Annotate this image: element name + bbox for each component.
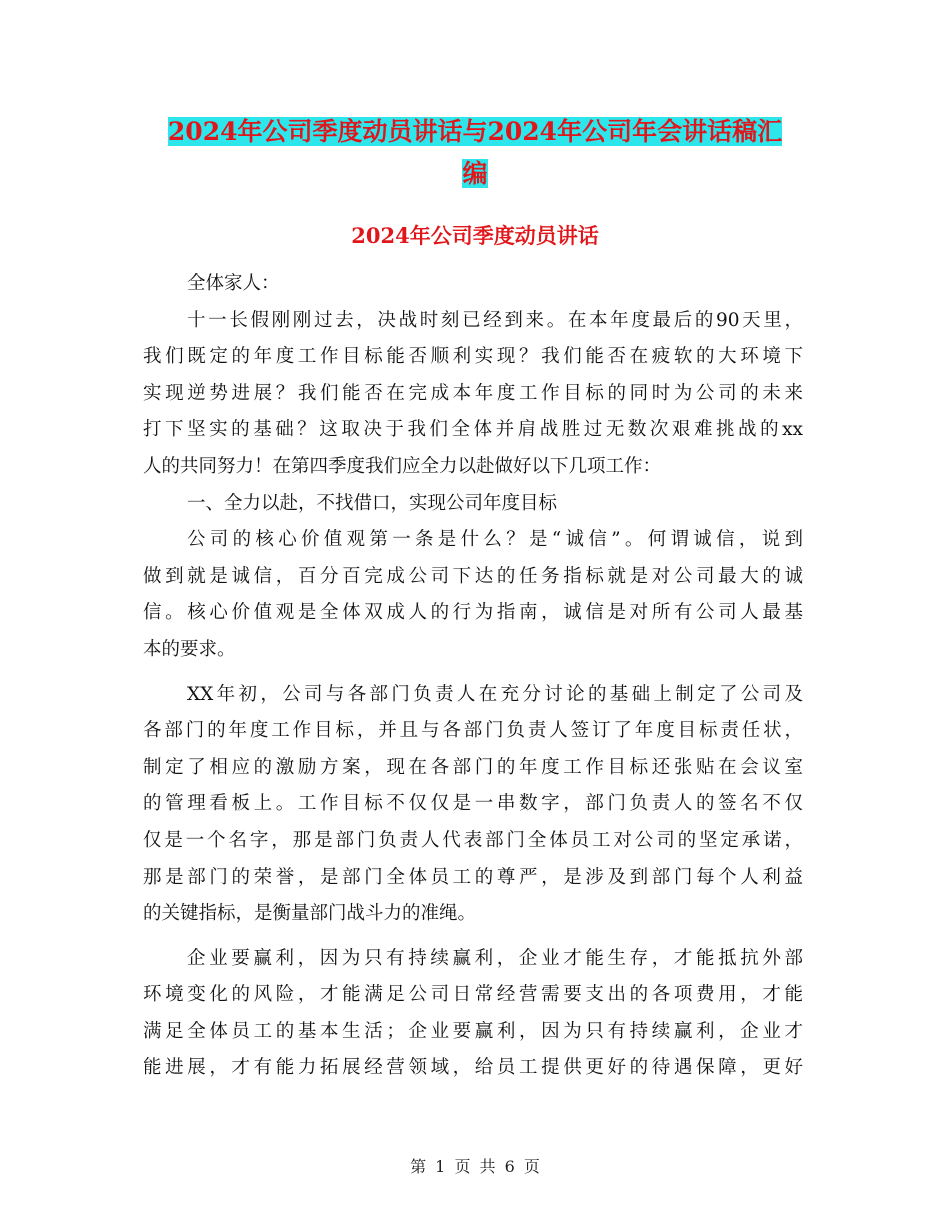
paragraph-line: 制定了相应的激励方案，现在各部门的年度工作目标还张贴在会议室: [143, 756, 803, 778]
document-title-line-1: 2024年公司季度动员讲话与2024年公司年会讲话稿汇: [167, 117, 783, 146]
document-title: [0, 110, 950, 154]
paragraph-line: 满足全体员工的基本生活；企业要赢利，因为只有持续赢利，企业才: [143, 1020, 803, 1042]
paragraph-line: 信。核心价值观是全体双成人的行为指南，诚信是对所有公司人最基: [143, 602, 803, 624]
paragraph-line: 公司的核心价值观第一条是什么？是“诚信”。何谓诚信，说到: [187, 529, 803, 551]
paragraph-line: 的管理看板上。工作目标不仅仅是一串数字，部门负责人的签名不仅: [143, 793, 803, 815]
document-title-continued: [0, 152, 950, 196]
paragraph-line: XX年初，公司与各部门负责人在充分讨论的基础上制定了公司及: [187, 683, 803, 705]
document-body: [143, 266, 803, 1087]
paragraph-line: 的关键指标，是衡量部门战斗力的准绳。: [143, 903, 477, 925]
paragraph-line: 仅是一个名字，那是部门负责人代表部门全体员工对公司的坚定承诺，: [143, 829, 803, 851]
paragraph-line: 那是部门的荣誉，是部门全体员工的尊严，是涉及到部门每个人利益: [143, 866, 803, 888]
paragraph-line: 各部门的年度工作目标，并且与各部门负责人签订了年度目标责任状，: [143, 720, 803, 742]
paragraph-line: 十一长假刚刚过去，决战时刻已经到来。在本年度最后的90天里，: [187, 309, 803, 331]
paragraph-line: 打下坚实的基础？这取决于我们全体并肩战胜过无数次艰难挑战的xx: [143, 419, 803, 441]
paragraph-line: 本的要求。: [143, 638, 236, 660]
paragraph-line: 环境变化的风险，才能满足公司日常经营需要支出的各项费用，才能: [143, 984, 803, 1006]
salutation: 全体家人：: [187, 273, 280, 294]
section-title: 2024年公司季度动员讲话: [351, 223, 599, 248]
paragraph-line: 做到就是诚信，百分百完成公司下达的任务指标就是对公司最大的诚: [143, 565, 803, 587]
paragraph-line: 实现逆势进展？我们能否在完成本年度工作目标的同时为公司的未来: [143, 382, 803, 404]
page-number-footer: 第 1 页 共 6 页: [410, 1157, 540, 1176]
paragraph-line: 我们既定的年度工作目标能否顺利实现？我们能否在疲软的大环境下: [143, 346, 803, 368]
document-title-line-2: 编: [462, 159, 488, 188]
paragraph-line: 人的共同努力！在第四季度我们应全力以赴做好以下几项工作：: [143, 455, 662, 477]
paragraph-line: 企业要赢利，因为只有持续赢利，企业才能生存，才能抵抗外部: [187, 947, 803, 969]
heading-line: 一、全力以赴，不找借口，实现公司年度目标: [187, 492, 558, 514]
paragraph-line: 能进展，才有能力拓展经营领域，给员工提供更好的待遇保障，更好: [143, 1057, 803, 1079]
